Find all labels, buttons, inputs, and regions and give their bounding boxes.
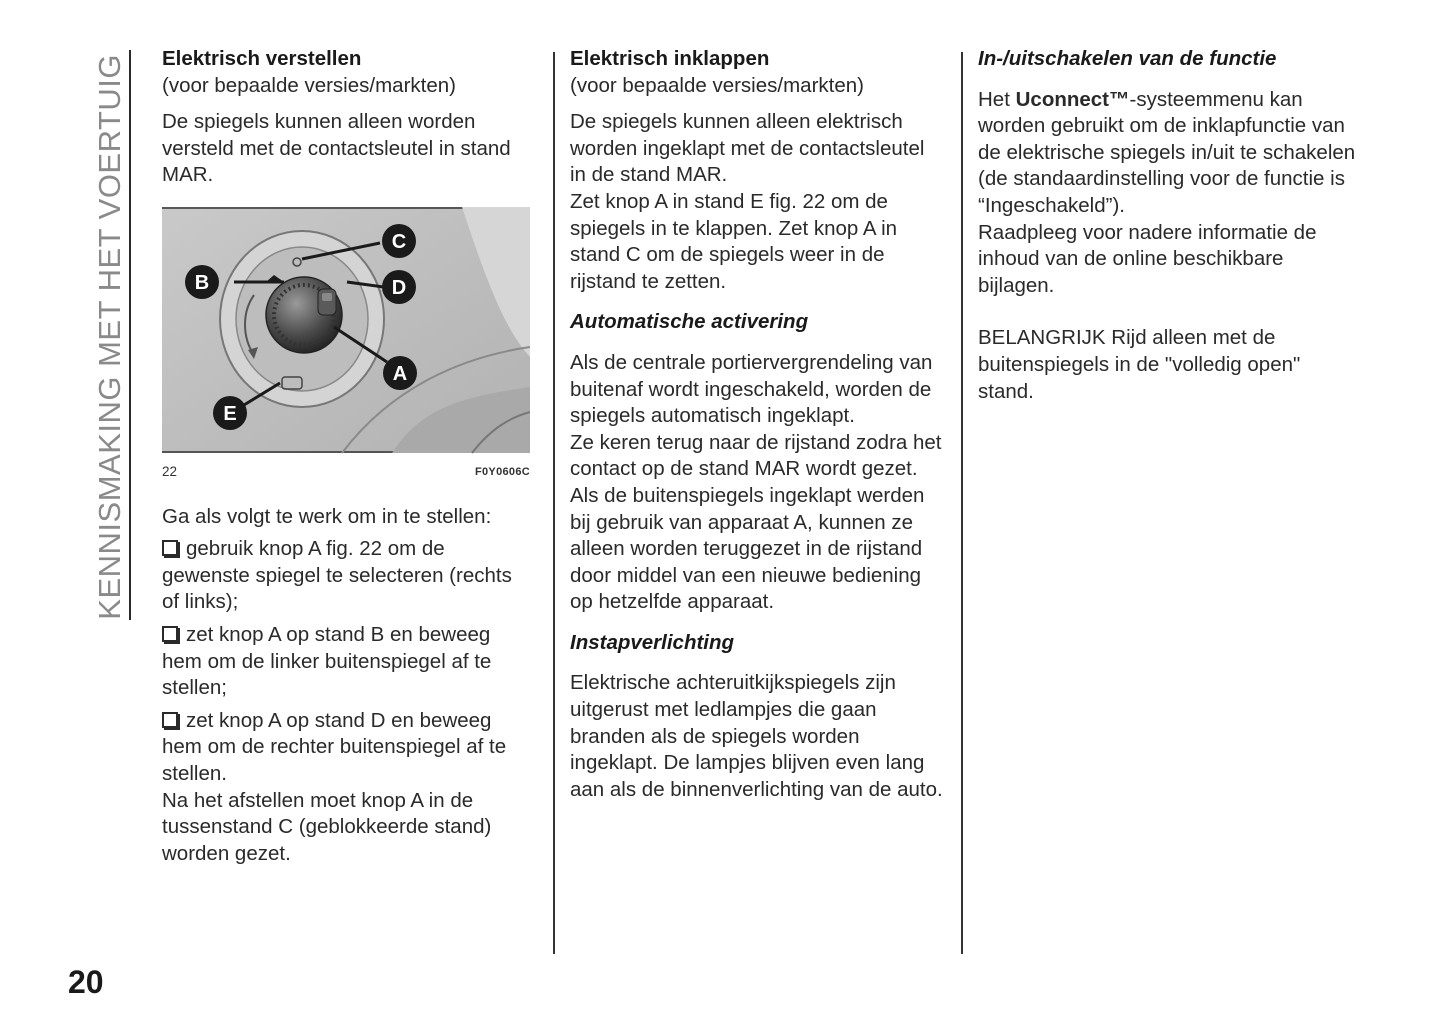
automatic-p2: Ze keren terug naar de rijstand zodra het contact op de stand MAR wordt gezet. [570, 430, 942, 481]
subheading-versions: (voor bepaalde versies/markten) [570, 73, 864, 97]
label-b: B [194, 271, 210, 294]
label-c: C [391, 230, 407, 253]
intro-paragraph: De spiegels kunnen alleen worden versteld met de contactsleutel in stand MAR. [162, 110, 511, 187]
bullet-text: zet knop A op stand D en beweeg hem om de rechter buitenspiegel af te stellen. [162, 708, 507, 785]
bullet-item-1 [162, 536, 534, 616]
page-number: 20 [68, 964, 104, 1000]
bullet-text: gebruik knop A fig. 22 om de gewenste spiegel te selecteren (rechts of links); [162, 537, 512, 614]
subheading-versions: (voor bepaalde versies/markten) [162, 73, 456, 97]
section-title-text: KENNISMAKING MET HET VOERTUIG [92, 54, 127, 620]
column-divider-1 [553, 52, 555, 954]
heading-automatische-activering: Automatische activering [570, 310, 809, 334]
column-divider-2 [961, 52, 963, 954]
text-post: -systeemmenu kan worden gebruikt om de inklapfunctie van de elektrische spiegels in/uit te schakelen (de standaardinstelling voor de functie is “Ingeschakeld”). [978, 87, 1356, 217]
heading-elektrisch-inklappen: Elektrisch inklappen [570, 47, 770, 70]
figure-number: 22 [162, 463, 178, 479]
checkbox-bullet-icon [162, 540, 178, 556]
automatic-p3: Als de buitenspiegels ingeklapt werden bij gebruik van apparaat A, kunnen ze alleen worden teruggezet in de rijstand door middel van een nieuwe bediening op hetzelfde apparaat. [570, 483, 925, 614]
bullet-item-3 [162, 708, 534, 788]
text-pre: Het [978, 87, 1016, 111]
label-e: E [223, 402, 237, 425]
figure-22 [162, 207, 530, 486]
section-title-vertical [88, 50, 132, 620]
column-1 [162, 46, 534, 867]
column-3 [978, 46, 1358, 405]
closing-paragraph: Na het afstellen moet knop A in de tussenstand C (geblokkeerde stand) worden gezet. [162, 788, 492, 865]
checkbox-bullet-icon [162, 712, 178, 728]
uconnect-brand: Uconnect™ [1015, 87, 1130, 111]
label-a: A [392, 362, 408, 385]
checkbox-bullet-icon [162, 626, 178, 642]
sidebar-divider [129, 50, 131, 620]
reference-paragraph: Raadpleeg voor nadere informatie de inhoud van de online beschikbare bijlagen. [978, 220, 1317, 297]
heading-in-uitschakelen: In-/uitschakelen van de functie [978, 47, 1277, 70]
intro-paragraph: De spiegels kunnen alleen elektrisch worden ingeklapt met de contactsleutel in de stand MAR. [570, 110, 925, 187]
label-d: D [391, 276, 407, 299]
important-paragraph: BELANGRIJK Rijd alleen met de buitenspiegels in de "volledig open" stand. [978, 326, 1301, 403]
bullet-text: zet knop A op stand B en beweeg hem om de linker buitenspiegel af te stellen; [162, 622, 492, 700]
automatic-p1: Als de centrale portiervergrendeling van buitenaf wordt ingeschakeld, worden de spiegels automatisch ingeklapt. [570, 350, 933, 428]
steps-intro: Ga als volgt te werk om in te stellen: [162, 504, 492, 528]
instap-p1: Elektrische achteruitkijkspiegels zijn uitgerust met ledlampjes die gaan branden als de spiegels worden ingeklapt. De lampjes blijven even lang aan als de binnenverlichting van de auto. [570, 671, 943, 801]
bullet-item-2 [162, 622, 534, 702]
uconnect-paragraph [978, 87, 1358, 220]
heading-elektrisch-verstellen: Elektrisch verstellen [162, 47, 362, 70]
figure-caption [162, 459, 530, 486]
intro-paragraph-2: Zet knop A in stand E fig. 22 om de spiegels in te klappen. Zet knop A in stand C om de spiegels weer in de rijstand te zetten. [570, 189, 898, 293]
mirror-control-illustration [162, 207, 530, 455]
figure-code: F0Y0606C [475, 465, 530, 478]
column-2 [570, 46, 945, 803]
heading-instapverlichting: Instapverlichting [570, 630, 735, 654]
